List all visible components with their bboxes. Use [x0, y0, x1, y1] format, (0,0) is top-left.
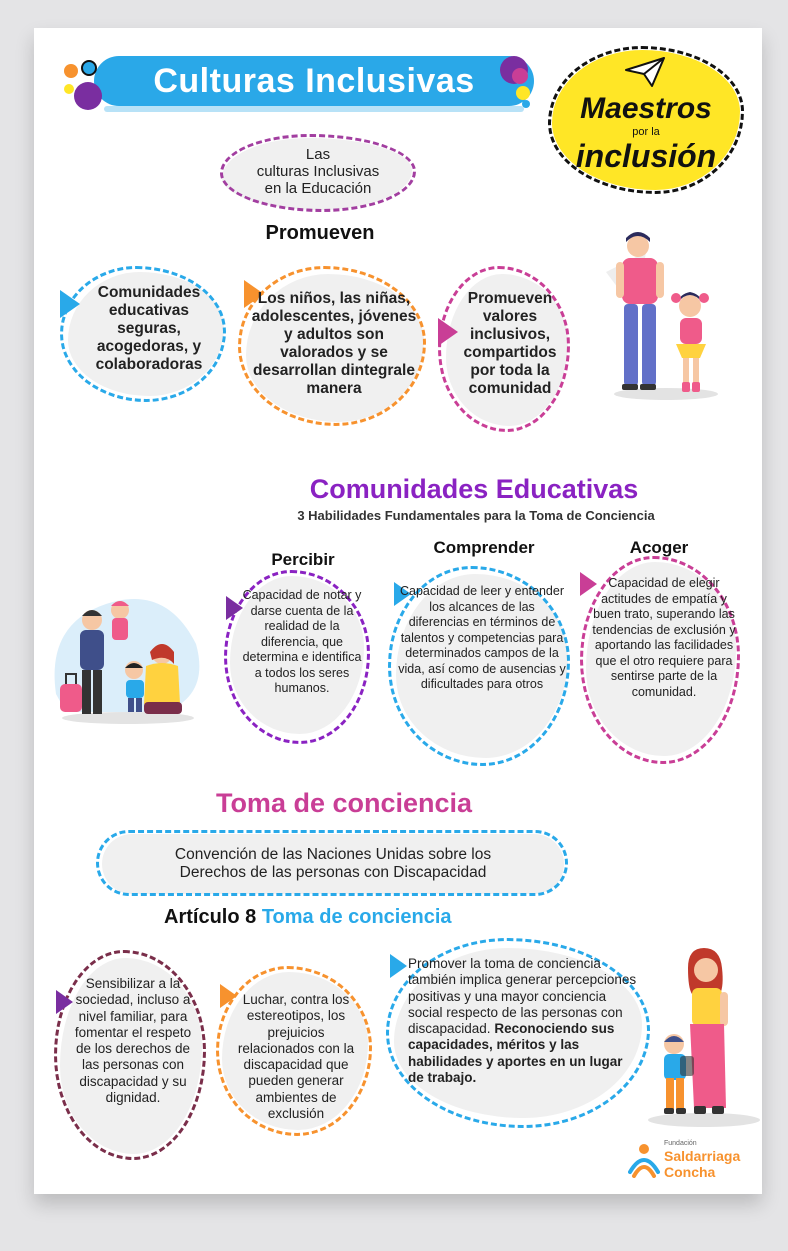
intro-bubble-text: Las culturas Inclusivas en la Educación: [256, 146, 380, 197]
paper-plane-icon: [624, 56, 666, 88]
family-illustration: [46, 584, 210, 724]
article-heading: [164, 906, 544, 929]
skill-name-percibir: Percibir: [271, 550, 335, 569]
promueven-heading: Promueven: [265, 222, 375, 244]
logo-text-inclusion: inclusión: [575, 138, 717, 174]
title-banner-shadow: [104, 106, 524, 112]
skill-name-comprender: Comprender: [433, 538, 535, 557]
logo-text-maestros: Maestros: [580, 92, 712, 125]
article-item-bold: Reconociendo sus capacidades, méritos y las habilidades y aportes en un lugar de trabajo.: [408, 1021, 623, 1086]
skill-text-comprender: Capacidad de leer y entender los alcances de las diferencias en términos de talentos y competencias para determinados campos de la vida, así como de ausencias y dificultades para otros: [398, 584, 566, 691]
logo-text-porla: por la: [632, 126, 660, 138]
promote-item-text: Los niños, las niñas, adolescentes, jóvenes y adultos son valorados y se desarrollan dintegrale manera: [251, 290, 417, 397]
footer-org-line1: Saldarriaga: [664, 1148, 741, 1164]
article-label: Artículo 8: [164, 906, 257, 928]
comunidades-title: Comunidades Educativas: [309, 474, 639, 504]
decor-dot: [74, 82, 102, 110]
footer-logo: [628, 1138, 758, 1184]
decor-dot: [522, 100, 530, 108]
toma-title: Toma de conciencia: [215, 788, 473, 818]
foundation-logo-icon: [628, 1142, 660, 1178]
footer-org-small: Fundación: [664, 1140, 697, 1147]
logo-badge: [546, 42, 746, 194]
decor-dot: [81, 60, 97, 76]
mother-child-illustration: [634, 938, 762, 1128]
article-item-regular: Promover la toma de conciencia también implica generar percepciones positivas y una mayor conciencia social respecto de las personas con discapacidad.: [408, 956, 637, 1037]
article-item-text: [408, 956, 638, 1086]
decor-dot: [64, 64, 78, 78]
skill-name-acoger: Acoger: [629, 538, 689, 557]
article-item-text: Luchar, contra los estereotipos, los prejuicios relacionados con la discapacidad que pueden generar ambientes de exclusión: [237, 992, 355, 1122]
promote-item-text: Comunidades educativas seguras, acogedoras, y colaboradoras: [95, 284, 203, 373]
skill-text-percibir: Capacidad de notar y darse cuenta de la realidad de la diferencia, que determina e identifica a todos los seres humanos.: [242, 588, 362, 695]
article-item-text: Sensibilizar a la sociedad, incluso a nivel familiar, para fomentar el respeto de los derechos de las personas con discapacidad y su dignidad.: [74, 976, 192, 1106]
footer-org-line2: Concha: [664, 1164, 716, 1180]
infographic-page: [34, 28, 762, 1194]
article-title: Toma de conciencia: [261, 906, 452, 928]
decor-dot: [64, 84, 74, 94]
page-title: Culturas Inclusivas: [153, 62, 475, 100]
pointer-icon: [390, 954, 407, 978]
father-daughter-illustration: [596, 232, 736, 402]
comunidades-subtitle: 3 Habilidades Fundamentales para la Toma de Conciencia: [297, 508, 655, 523]
promote-item-text: Promueven valores inclusivos, compartidos por toda la comunidad: [463, 290, 557, 397]
decor-dot: [512, 68, 528, 84]
convention-text: Convención de las Naciones Unidas sobre los Derechos de las personas con Discapacidad: [174, 846, 492, 881]
skill-text-acoger: Capacidad de elegir actitudes de empatía y buen trato, superando las tendencias de exclusión y aportando las facilidades que el otro requiere para sentirse parte de la comunidad.: [592, 576, 736, 699]
decor-dot: [516, 86, 530, 100]
